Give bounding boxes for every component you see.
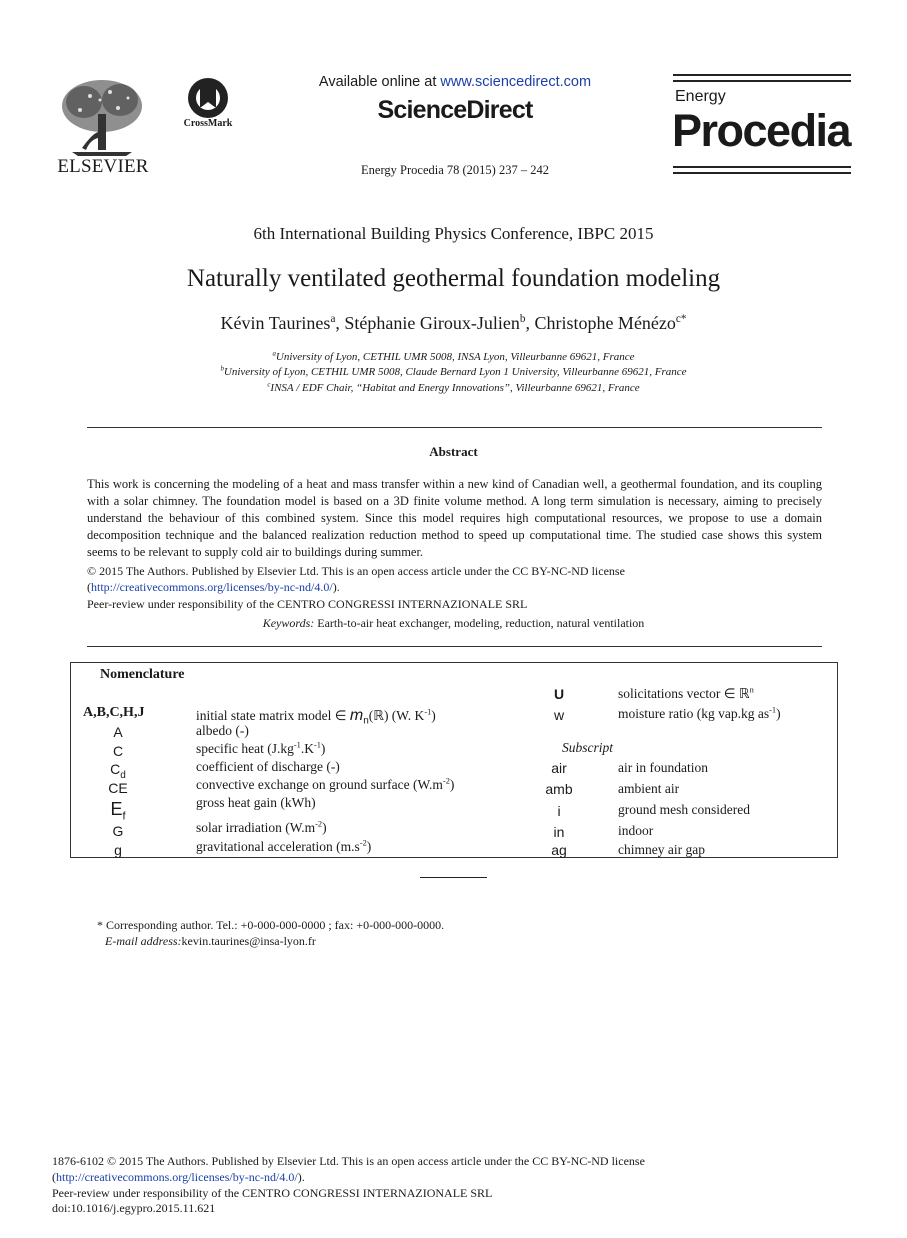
affiliation-sup: a (272, 350, 276, 358)
nomenclature-desc: coefficient of discharge (-) (196, 759, 340, 774)
nomenclature-desc: specific heat $(J.kg^{-1}.K^{-1})$ (196, 740, 326, 756)
keywords-text: Earth-to-air heat exchanger, modeling, reduction, natural ventilation (317, 616, 645, 630)
subscript-desc: ambient air (618, 781, 680, 796)
affiliation-sup: b (220, 365, 224, 373)
nomenclature-desc: gross heat gain (kWh) (196, 795, 316, 810)
energy-procedia-procedia: Procedia (672, 105, 851, 156)
energy-procedia-energy: Energy (675, 88, 726, 105)
footer-doi: doi:10.1016/j.egypro.2015.11.621 (52, 1201, 216, 1216)
nomenclature-desc: convective exchange on ground surface $(W.m^{-2})$ (196, 776, 455, 792)
nomenclature-desc: albedo (-) (196, 723, 249, 738)
peer-review-line: Peer-review under responsibility of the CENTRO CONGRESSI INTERNAZIONALE SRL (87, 597, 528, 612)
sciencedirect-wordmark: ScienceDirect (377, 96, 533, 124)
nomenclature-desc: moisture ratio (kg vap.kg $as^{-1}$) (618, 705, 781, 721)
subscript-desc: indoor (618, 823, 654, 838)
nomenclature-symbol: $C_d$ (110, 761, 126, 781)
email-address[interactable]: kevin.taurines@insa-lyon.fr (181, 934, 316, 948)
paper-title: Naturally ventilated geothermal foundation modeling (186, 265, 721, 292)
author-name: Christophe Ménézo (534, 313, 676, 333)
sciencedirect-link[interactable]: www.sciencedirect.com (440, 74, 592, 90)
crossmark-label: CrossMark (183, 118, 233, 129)
footer-peer-review: Peer-review under responsibility of the CENTRO CONGRESSI INTERNAZIONALE SRL (52, 1185, 493, 1200)
author-sup: a (330, 313, 336, 325)
abstract-block (87, 476, 822, 613)
email-line (105, 934, 316, 949)
nomenclature-box (70, 662, 838, 858)
available-online (260, 74, 650, 90)
affiliation-text: University of Lyon, CETHIL UMR 5008, INSA Lyon, Villeurbanne 69621, France (275, 351, 635, 363)
subscript-desc: air in foundation (618, 760, 708, 775)
nomenclature-symbol: C (112, 743, 124, 759)
nomenclature-symbol: CE (108, 780, 128, 796)
nomenclature-desc: solicitations vector ∈ ℝ$^n$ (618, 685, 754, 701)
affiliation (0, 351, 907, 363)
affiliation (0, 382, 907, 394)
author-sup: b (519, 313, 526, 325)
nomenclature-heading: Nomenclature (100, 667, 185, 682)
author-sup: c* (675, 313, 687, 325)
nomenclature-symbol: g (114, 842, 122, 858)
energy-procedia-top-bars (673, 74, 851, 82)
subscript-symbol: air (551, 760, 567, 776)
abstract-heading: Abstract (429, 444, 478, 459)
email-label: E-mail address: (105, 934, 182, 948)
page-footer (52, 1154, 752, 1217)
nomenclature-desc: solar irradiation $(W.m^{-2})$ (196, 819, 327, 835)
nomenclature-symbol: $E_f$ (110, 799, 126, 823)
subscript-symbol: amb (545, 781, 573, 797)
keywords-label: Keywords: (262, 616, 315, 630)
affiliation (0, 366, 907, 378)
subscript-symbol: in (553, 824, 565, 840)
nomenclature-desc: initial state matrix model ∈ $m_n(ℝ)$ (W. $K^{-1}$) (196, 707, 436, 727)
divider (87, 646, 822, 647)
nomenclature-symbol: w (553, 707, 565, 723)
footnote-rule (420, 877, 487, 878)
author-list: Kévin Taurines$^a$, Stéphanie Giroux-Julien$^b$, Christophe Ménézo$^{c*}$ (220, 313, 687, 333)
author-name: Stéphanie Giroux-Julien (344, 313, 520, 333)
license-link[interactable]: http://creativecommons.org/licenses/by-nc-nd/4.0/ (91, 580, 333, 595)
affiliation-sup: c (267, 381, 271, 389)
nomenclature-symbol: U (553, 686, 565, 702)
divider (87, 427, 822, 428)
nomenclature-symbol: A (113, 724, 123, 740)
nomenclature-symbol: A,B,C,H,J (83, 705, 145, 720)
affiliation-text: University of Lyon, CETHIL UMR 5008, Claude Bernard Lyon 1 University, Villeurbanne 69621, France (223, 366, 687, 378)
subscript-desc: chimney air gap (618, 842, 705, 857)
abstract-text: This work is concerning the modeling of a heat and mass transfer within a new kind of Canadian well, a geothermal foundation, and its coupling with a solar chimney. The foundation model is based on a 3D finite volume method. A long term simulation is necessary, aiming to precisely understand the behaviour of this combined system. Since this model requires high computational resources, we propose to use a domain decomposition technique and the balanced realization reduction method to speed up computational time. The studied case shows this system seems to be relevant to supply cold air to buildings during summer. (87, 477, 822, 559)
footer-license: (http://creativecommons.org/licenses/by-nc-nd/4.0/). (52, 1169, 305, 1184)
corresponding-author: * Corresponding author. Tel.: +0-000-000-0000 ; fax: +0-000-000-0000. (97, 918, 445, 932)
energy-procedia-bottom-bars (673, 166, 851, 174)
subscript-heading: Subscript (562, 740, 614, 755)
subscript-desc: ground mesh considered (618, 802, 750, 817)
keywords-line (0, 616, 907, 631)
nomenclature-symbol: G (112, 823, 124, 839)
conference-name: 6th International Building Physics Conference, IBPC 2015 (253, 224, 654, 243)
license-line: (http://creativecommons.org/licenses/by-nc-nd/4.0/). (87, 580, 340, 595)
footer-license-link[interactable]: http://creativecommons.org/licenses/by-nc-nd/4.0/ (56, 1169, 298, 1184)
copyright-line: © 2015 The Authors. Published by Elsevier Ltd. This is an open access article under the CC BY-NC-ND license (87, 563, 625, 578)
affiliation-text: INSA / EDF Chair, “Habitat and Energy Innovations”, Villeurbanne 69621, France (270, 382, 640, 394)
journal-reference: Energy Procedia 78 (2015) 237 – 242 (361, 163, 549, 177)
elsevier-wordmark: ELSEVIER (57, 156, 149, 177)
subscript-symbol: i (557, 803, 561, 819)
subscript-symbol: ag (551, 842, 567, 858)
nomenclature-desc: gravitational acceleration $(m.s^{-2})$ (196, 838, 372, 854)
available-prefix: Available online at (318, 74, 441, 90)
author-name: Kévin Taurines (220, 313, 331, 333)
footer-copyright: 1876-6102 © 2015 The Authors. Published by Elsevier Ltd. This is an open access article under the CC BY-NC-ND license (52, 1154, 645, 1168)
